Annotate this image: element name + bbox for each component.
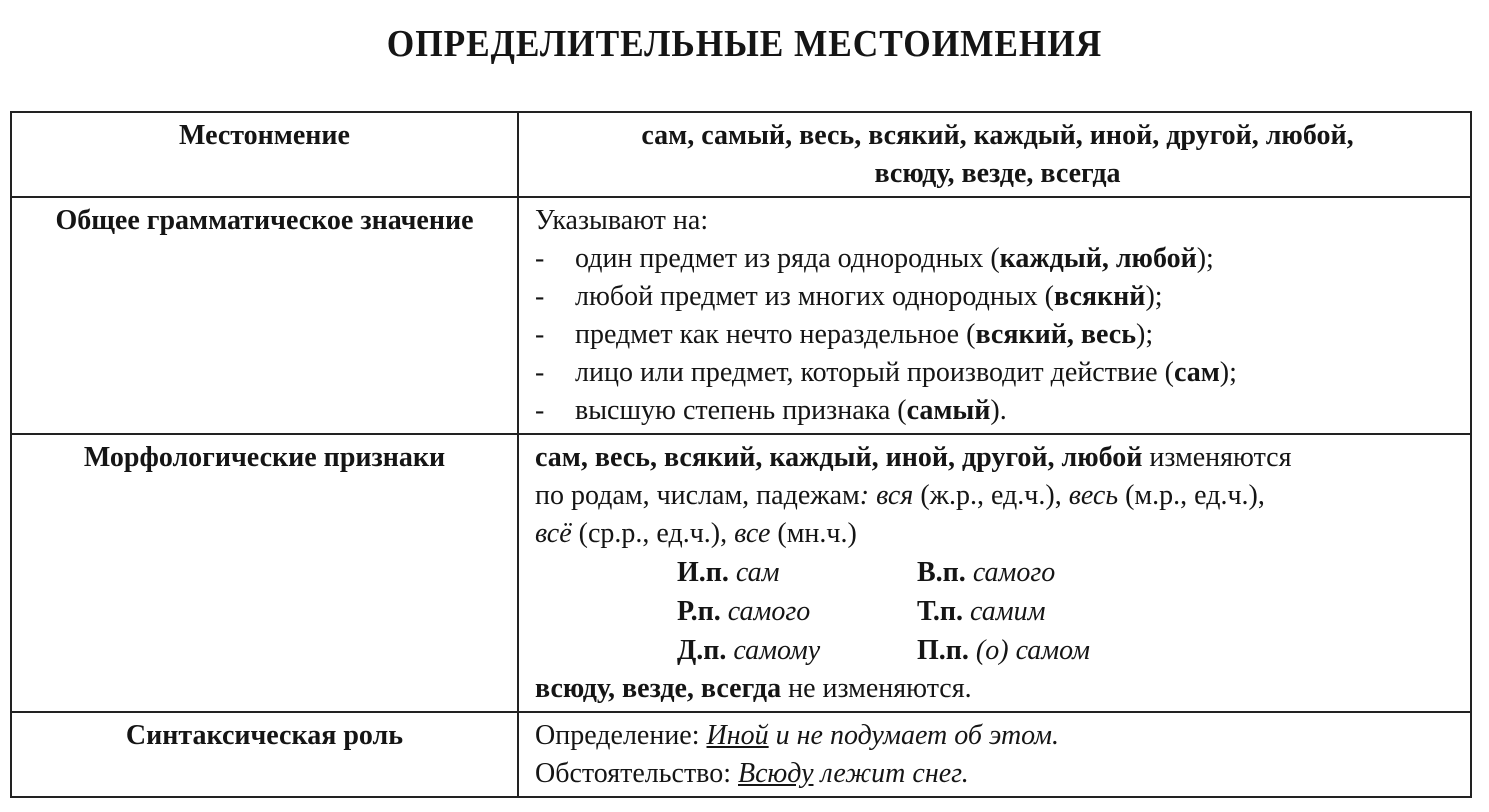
case-form: Д.п. самому [677,635,821,666]
list-item-text: предмет как нечто нераздельное (всякий, весь); [575,319,1154,350]
list-item [535,354,1460,392]
list-item-text: лицо или предмет, который производит действие (сам); [575,357,1237,388]
list-item-text: высшую степень признака (самый). [575,395,1007,426]
case-form: И.п. сам [677,557,780,588]
dash-bullet: - [535,281,545,312]
row-label-syntax: Синтаксическая роль [11,712,518,797]
pronoun-table [10,111,1472,798]
row-label-meaning: Общее грамматическое значение [11,197,518,434]
table-row-morphology [11,434,1471,712]
table-row-meaning [11,197,1471,434]
dash-bullet: - [535,243,545,274]
case-declension-grid [677,553,1460,670]
table-row-syntax [11,712,1471,797]
dash-bullet: - [535,395,545,426]
syntax-circumstance: Обстоятельство: Всюду лежит снег. [535,758,969,789]
list-item [535,316,1460,354]
morphology-examples-line-2: всё (ср.р., ед.ч.), все (мн.ч.) [535,518,857,549]
morphology-changes: сам, весь, всякий, каждый, иной, другой, любой изменяются [535,442,1292,473]
meaning-intro: Указывают на: [535,205,709,236]
case-form: Т.п. самим [917,596,1046,627]
changing-pronouns: сам, весь, всякий, каждый, иной, другой, любой [535,442,1143,473]
case-form: П.п. (о) самом [917,635,1090,666]
syntax-definition: Определение: Иной и не подумает об этом. [535,720,1059,751]
case-form: Р.п. самого [677,596,811,627]
dash-bullet: - [535,319,545,350]
page-title: ОПРЕДЕЛИТЕЛЬНЫЕ МЕСТОИМЕНИЯ [386,23,1103,65]
morphology-no-change: всюду, везде, всегда не изменяются. [535,673,972,704]
row-label-morphology: Морфологические признаки [11,434,518,712]
row-content-morphology [518,434,1471,712]
case-form: В.п. самого [917,557,1056,588]
row-content-syntax [518,712,1471,797]
morphology-examples-line-1: по родам, числам, падежам: вся (ж.р., ед.ч.), весь (м.р., ед.ч.), [535,480,1265,511]
list-item-text: любой предмет из многих однородных (всякнй); [575,281,1163,312]
list-item [535,278,1460,316]
row-content-pronoun [518,112,1471,197]
pronoun-list-line-2: всюду, везде, всегда [874,158,1121,189]
list-item-text: один предмет из ряда однородных (каждый, любой); [575,243,1214,274]
list-item [535,392,1460,430]
dash-bullet: - [535,357,545,388]
pronoun-list-line-1: сам, самый, весь, всякий, каждый, иной, другой, любой, [641,120,1354,151]
row-content-meaning [518,197,1471,434]
list-item [535,240,1460,278]
table-row-pronoun [11,112,1471,197]
row-label-pronoun: Местонмение [11,112,518,197]
